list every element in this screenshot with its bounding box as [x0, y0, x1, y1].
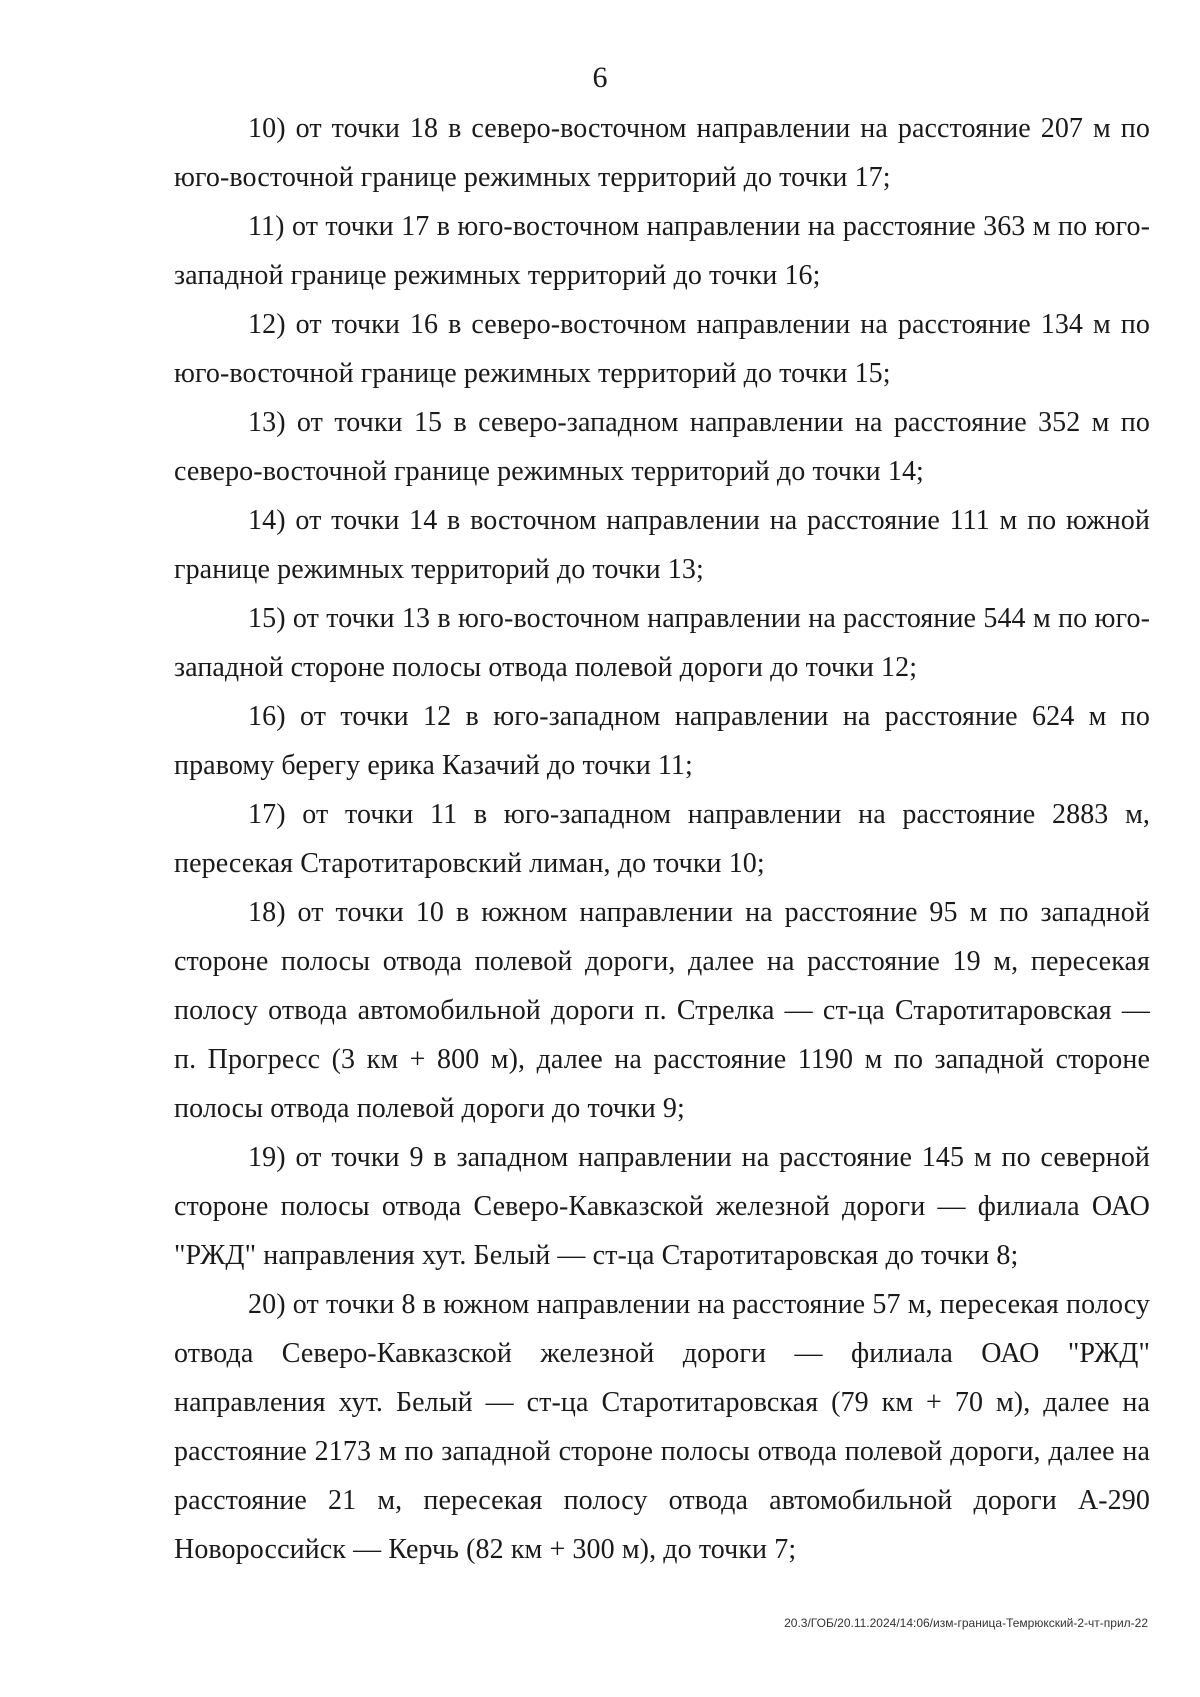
paragraph-14: 14) от точки 14 в восточном направлении на расстояние 111 м по южной границе режимных территорий до точки 13;	[174, 505, 1150, 585]
paragraph-13: 13) от точки 15 в северо-западном направлении на расстояние 352 м по северо-восточной границе режимных территорий до точки 14;	[174, 407, 1150, 487]
document-footer-code: 20.3/ГОБ/20.11.2024/14:06/изм-граница-Темрюкский-2-чт-прил-22	[784, 1616, 1148, 1630]
paragraph-19: 19) от точки 9 в западном направлении на расстояние 145 м по северной стороне полосы отвода Северо-Кавказской железной дороги — филиала ОАО "РЖД" направления хут. Белый — ст-ца Старотитаровская до точки 8;	[174, 1142, 1150, 1271]
page-number: 6	[592, 61, 608, 94]
paragraph-18: 18) от точки 10 в южном направлении на расстояние 95 м по западной стороне полосы отвода полевой дороги, далее на расстояние 19 м, пересекая полосу отвода автомобильной дороги п. Стрелка — ст-ца Старотитаровская — п. Прогресс (3 км + 800 м), далее на расстояние 1190 м по западной стороне полосы отвода полевой дороги до точки 9;	[174, 897, 1150, 1124]
paragraph-16: 16) от точки 12 в юго-западном направлении на расстояние 624 м по правому берегу ерика Казачий до точки 11;	[174, 701, 1150, 781]
paragraph-10: 10) от точки 18 в северо-восточном направлении на расстояние 207 м по юго-восточной границе режимных территорий до точки 17;	[174, 113, 1150, 193]
paragraph-17: 17) от точки 11 в юго-западном направлении на расстояние 2883 м, пересекая Старотитаровский лиман, до точки 10;	[174, 799, 1150, 879]
paragraph-15: 15) от точки 13 в юго-восточном направлении на расстояние 544 м по юго-западной стороне полосы отвода полевой дороги до точки 12;	[174, 603, 1150, 683]
paragraph-20: 20) от точки 8 в южном направлении на расстояние 57 м, пересекая полосу отвода Северо-Кавказской железной дороги — филиала ОАО "РЖД" направления хут. Белый — ст-ца Старотитаровская (79 км + 70 м), далее на расстояние 2173 м по западной стороне полосы отвода полевой дороги, далее на расстояние 21 м, пересекая полосу отвода автомобильной дороги А-290 Новороссийск — Керчь (82 км + 300 м), до точки 7;	[174, 1289, 1150, 1565]
paragraph-11: 11) от точки 17 в юго-восточном направлении на расстояние 363 м по юго-западной границе режимных территорий до точки 16;	[174, 211, 1150, 291]
document-body	[174, 104, 1150, 1574]
paragraph-12: 12) от точки 16 в северо-восточном направлении на расстояние 134 м по юго-восточной границе режимных территорий до точки 15;	[174, 309, 1150, 389]
